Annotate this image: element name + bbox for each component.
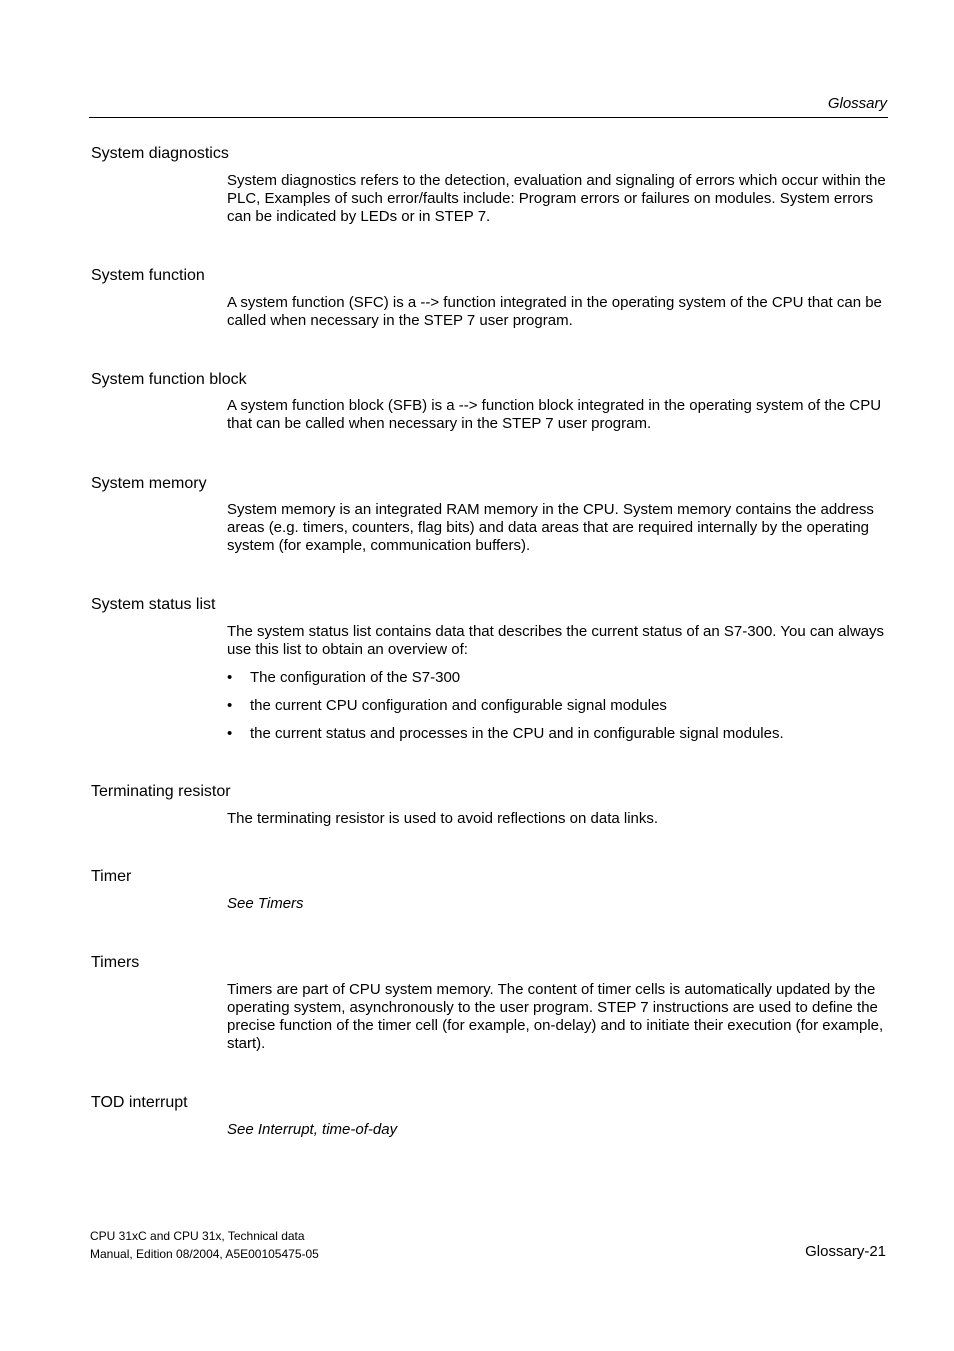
footer-edition: Manual, Edition 08/2004, A5E00105475-05 <box>90 1247 319 1261</box>
list-item-text: the current status and processes in the CPU and in configurable signal modules. <box>250 725 784 742</box>
list-item-text: the current CPU configuration and configurable signal modules <box>250 697 667 714</box>
header-rule <box>89 117 888 118</box>
term-heading: TOD interrupt <box>91 1094 188 1111</box>
term-definition: See Timers <box>227 895 304 912</box>
term-heading: System status list <box>91 596 216 613</box>
page-number: Glossary-21 <box>805 1243 886 1260</box>
list-item <box>227 669 889 687</box>
list-item <box>227 725 889 743</box>
term-heading: Timer <box>91 868 132 885</box>
term-definition: The system status list contains data that describes the current status of an S7-300. You can always use this list to obtain an overview of: <box>227 623 885 658</box>
term-definition: System diagnostics refers to the detection, evaluation and signaling of errors which occur within the PLC, Examples of such error/faults include: Program errors or failures on modules. System errors can be indicated by LEDs or in STEP 7. <box>227 172 886 225</box>
bullet-icon: • <box>227 725 233 742</box>
footer-title: CPU 31xC and CPU 31x, Technical data <box>90 1229 305 1243</box>
list-item <box>227 697 889 715</box>
term-definition: A system function block (SFB) is a --> function block integrated in the operating system of the CPU that can be called when necessary in the STEP 7 user program. <box>227 397 882 432</box>
term-heading: System function <box>91 267 205 284</box>
list-item-text: The configuration of the S7-300 <box>250 669 461 686</box>
bullet-list <box>227 669 889 753</box>
term-definition: See Interrupt, time-of-day <box>227 1121 398 1138</box>
term-heading: Terminating resistor <box>91 783 231 800</box>
term-definition: System memory is an integrated RAM memory in the CPU. System memory contains the address areas (e.g. timers, counters, flag bits) and data areas that are required internally by the operating system (for example, communication buffers). <box>227 501 874 554</box>
term-heading: System function block <box>91 371 247 388</box>
bullet-icon: • <box>227 669 233 686</box>
bullet-icon: • <box>227 697 233 714</box>
footer-document-info <box>90 1227 319 1263</box>
term-definition: A system function (SFC) is a --> function integrated in the operating system of the CPU that can be called when necessary in the STEP 7 user program. <box>227 294 882 329</box>
term-heading: System diagnostics <box>91 145 229 162</box>
term-heading: Timers <box>91 954 140 971</box>
running-header: Glossary <box>827 95 887 112</box>
term-definition: The terminating resistor is used to avoid reflections on data links. <box>227 810 659 827</box>
term-definition: Timers are part of CPU system memory. The content of timer cells is automatically updated by the operating system, asynchronously to the user program. STEP 7 instructions are used to define the precise function of the timer cell (for example, on-delay) and to initiate their execution (for example, start). <box>227 981 884 1052</box>
term-heading: System memory <box>91 475 207 492</box>
